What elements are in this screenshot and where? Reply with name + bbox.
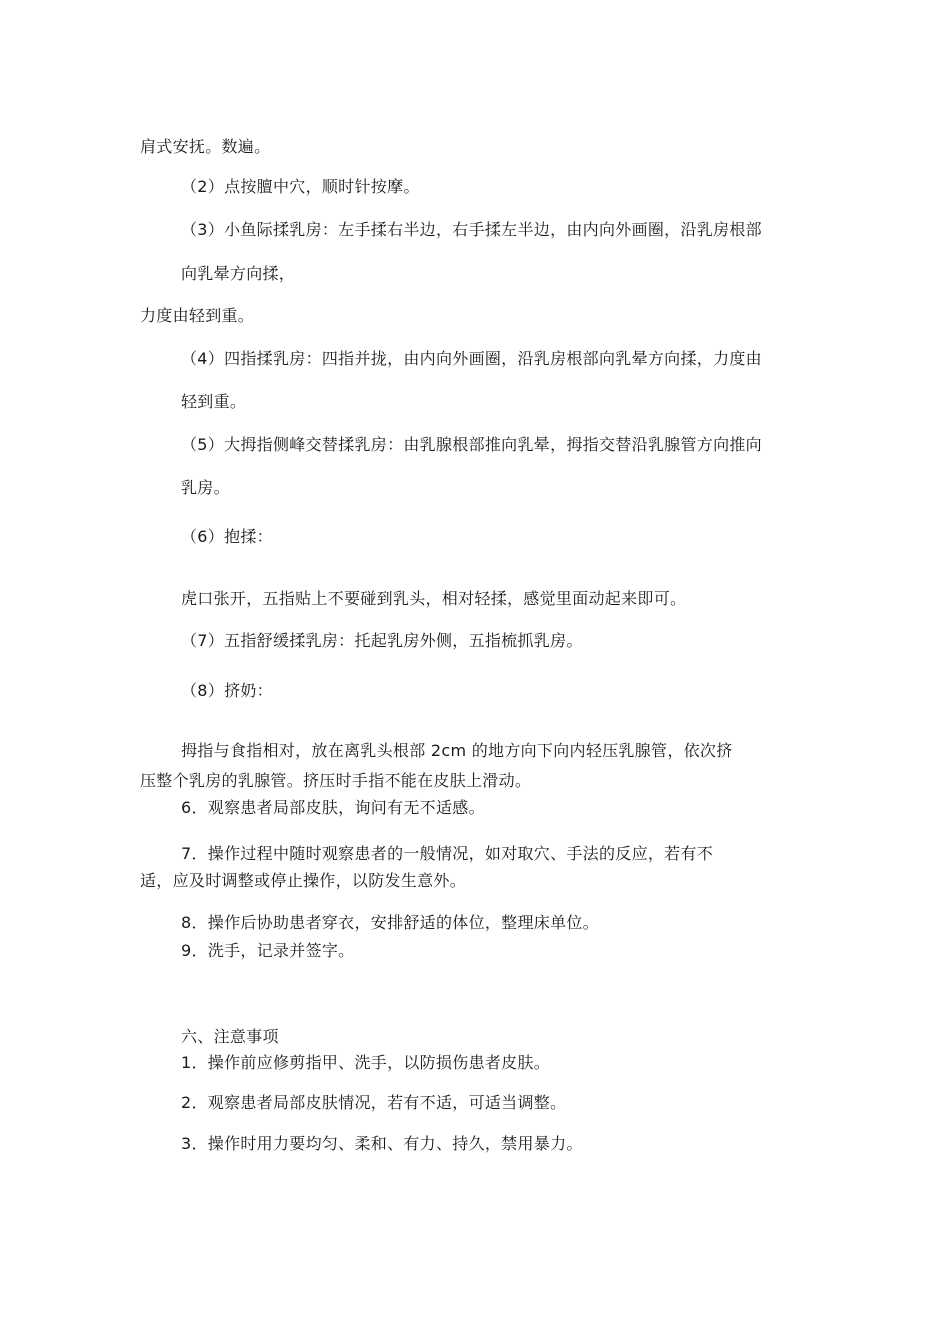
step-item-3-cont: 向乳晕方向揉， bbox=[181, 264, 296, 283]
note-item-3: 3．操作时用力要均匀、柔和、有力、持久，禁用暴力。 bbox=[181, 1134, 583, 1153]
step-item-4-cont: 轻到重。 bbox=[181, 392, 247, 411]
step-item-8-desc: 拇指与食指相对，放在离乳头根部 2cm 的地方向下向内轻压乳腺管，依次挤 bbox=[181, 741, 733, 760]
note-item-1: 1．操作前应修剪指甲、洗手，以防损伤患者皮肤。 bbox=[181, 1053, 551, 1072]
step-item-2: （2）点按膻中穴，顺时针按摩。 bbox=[181, 177, 420, 196]
step-item-3: （3）小鱼际揉乳房：左手揉右半边，右手揉左半边，由内向外画圈，沿乳房根部 bbox=[181, 220, 762, 239]
procedure-step-7-cont: 适，应及时调整或停止操作，以防发生意外。 bbox=[140, 871, 467, 890]
note-item-2: 2．观察患者局部皮肤情况，若有不适，可适当调整。 bbox=[181, 1093, 567, 1112]
step-item-3-cont2: 力度由轻到重。 bbox=[140, 306, 255, 325]
procedure-step-7: 7．操作过程中随时观察患者的一般情况，如对取穴、手法的反应，若有不 bbox=[181, 844, 714, 863]
step-item-6: （6）抱揉： bbox=[181, 527, 273, 546]
step-item-5-cont: 乳房。 bbox=[181, 478, 230, 497]
step-item-4: （4）四指揉乳房：四指并拢，由内向外画圈，沿乳房根部向乳晕方向揉，力度由 bbox=[181, 349, 762, 368]
step-item-7: （7）五指舒缓揉乳房：托起乳房外侧，五指梳抓乳房。 bbox=[181, 631, 583, 650]
procedure-step-9: 9．洗手，记录并签字。 bbox=[181, 941, 355, 960]
step-item-5: （5）大拇指侧峰交替揉乳房：由乳腺根部推向乳晕，拇指交替沿乳腺管方向推向 bbox=[181, 435, 762, 454]
step-item-6-desc: 虎口张开，五指贴上不要碰到乳头，相对轻揉，感觉里面动起来即可。 bbox=[181, 589, 687, 608]
section-heading-notes: 六、注意事项 bbox=[181, 1027, 279, 1046]
step-item-8: （8）挤奶： bbox=[181, 681, 273, 700]
text-line-continuation: 肩式安抚。数遍。 bbox=[140, 137, 271, 156]
procedure-step-6: 6．观察患者局部皮肤，询问有无不适感。 bbox=[181, 798, 485, 817]
procedure-step-8: 8．操作后协助患者穿衣，安排舒适的体位，整理床单位。 bbox=[181, 913, 599, 932]
step-item-8-desc-cont: 压整个乳房的乳腺管。挤压时手指不能在皮肤上滑动。 bbox=[140, 771, 532, 790]
